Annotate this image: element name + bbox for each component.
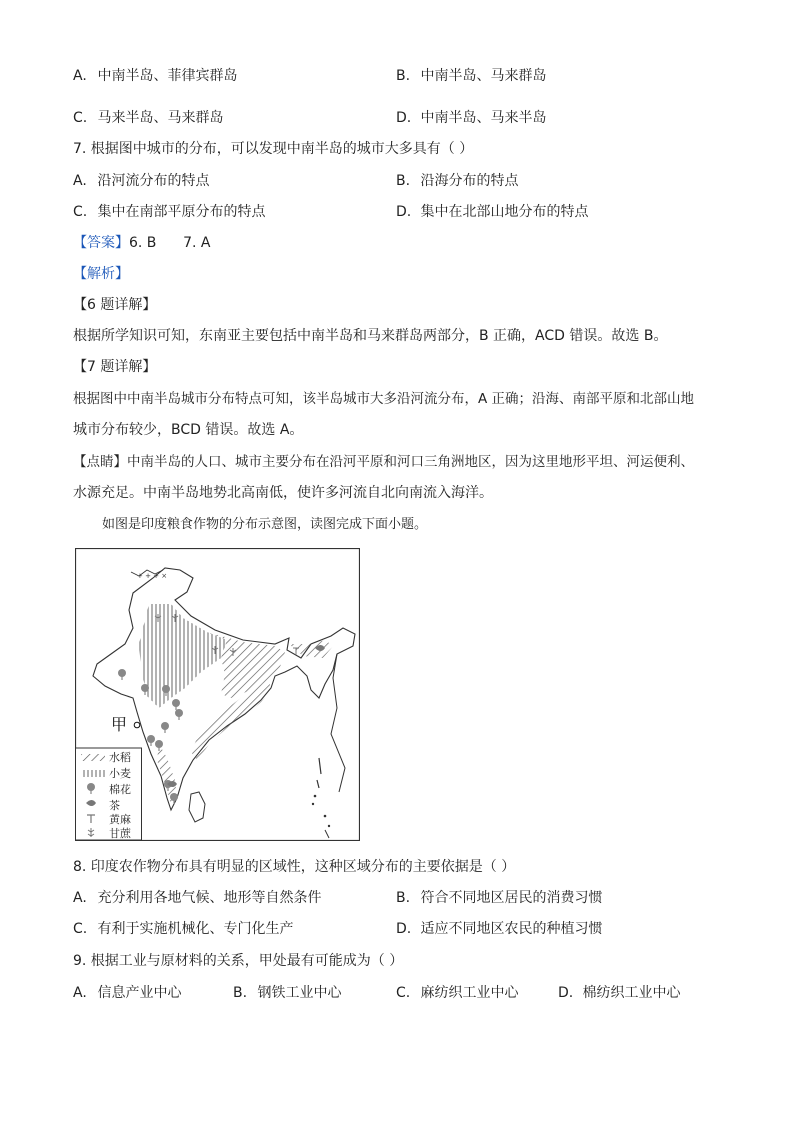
answer-text: 6. B 7. A (129, 235, 211, 251)
option-letter: C. (73, 921, 88, 937)
detail6-text: 根据所学知识可知，东南亚主要包括中南半岛和马来群岛两部分，B 正确，ACD 错误。故选 B。 (73, 328, 668, 344)
india-crop-map (75, 548, 360, 841)
q9-option-a (73, 983, 181, 1003)
option-text: 适应不同地区农民的种植习惯 (420, 921, 603, 937)
rice-hatch-icon (81, 754, 105, 761)
detail7-line2: 城市分布较少，BCD 错误。故选 A。 (73, 422, 304, 438)
legend-label-sugarcane: 甘蔗 (109, 827, 131, 840)
intro-text: 如图是印度粮食作物的分布示意图，读图完成下面小题。 (102, 517, 428, 532)
detail6-label: 【6 题详解】 (73, 297, 157, 313)
q6-option-c (73, 108, 223, 128)
note-line1 (73, 452, 694, 472)
answer-label: 【答案】 (73, 235, 129, 251)
q9-stem: 9. 根据工业与原材料的关系，甲处最有可能成为（ ） (73, 953, 404, 969)
option-text: 钢铁工业中心 (257, 985, 342, 1001)
q8-option-c (73, 919, 293, 939)
q8-option-a (73, 888, 321, 908)
option-letter: A. (73, 890, 87, 906)
q6-option-b (396, 66, 546, 86)
option-text: 中南半岛、马来群岛 (420, 68, 547, 84)
q7-option-b (396, 171, 518, 191)
option-text: 马来半岛、马来群岛 (97, 110, 224, 126)
legend-label-cotton: 棉花 (109, 783, 131, 796)
option-letter: C. (73, 110, 88, 126)
analysis-label: 【解析】 (73, 266, 129, 282)
wheat-hatch-icon (81, 770, 105, 777)
option-letter: A. (73, 68, 87, 84)
note-text-1: 中南半岛的人口、城市主要分布在沿河平原和河口三角洲地区，因为这里地形平坦、河运便利、 (127, 454, 694, 470)
option-text: 沿河流分布的特点 (97, 173, 210, 189)
option-text: 有利于实施机械化、专门化生产 (97, 921, 294, 937)
option-text: 中南半岛、马来半岛 (420, 110, 547, 126)
q8-option-d (396, 919, 602, 939)
option-text: 集中在南部平原分布的特点 (97, 204, 266, 220)
q9-option-b (233, 983, 341, 1003)
legend-label-rice: 水稻 (109, 751, 131, 764)
answer-line (73, 233, 211, 253)
option-text: 中南半岛、菲律宾群岛 (97, 68, 238, 84)
detail7-line1: 根据图中中南半岛城市分布特点可知，该半岛城市大多沿河流分布，A 正确；沿海、南部平原和北部山地 (73, 391, 695, 407)
detail7-label: 【7 题详解】 (73, 359, 157, 375)
option-letter: D. (396, 921, 412, 937)
q6-option-a (73, 66, 237, 86)
map-legend (76, 748, 142, 840)
option-text: 集中在北部山地分布的特点 (420, 204, 589, 220)
option-text: 充分利用各地气候、地形等自然条件 (97, 890, 322, 906)
q8-option-b (396, 888, 602, 908)
q9-option-d (558, 983, 680, 1003)
svg-text:+ + + ×: + + + × (137, 572, 168, 580)
note-label: 【点睛】 (73, 454, 127, 470)
option-letter: B. (396, 890, 411, 906)
q7-option-d (396, 202, 588, 222)
option-letter: B. (396, 173, 411, 189)
option-letter: A. (73, 173, 87, 189)
option-letter: A. (73, 985, 87, 1001)
marker-jia: 甲 (111, 715, 128, 734)
legend-label-jute: 黄麻 (109, 813, 131, 826)
option-letter: D. (558, 985, 574, 1001)
option-text: 信息产业中心 (97, 985, 182, 1001)
q8-stem: 8. 印度农作物分布具有明显的区域性，这种区域分布的主要依据是（ ） (73, 859, 516, 875)
option-text: 棉纺织工业中心 (582, 985, 681, 1001)
q9-option-c (396, 983, 518, 1003)
option-letter: B. (396, 68, 411, 84)
legend-label-wheat: 小麦 (109, 767, 131, 780)
q7-option-c (73, 202, 265, 222)
option-text: 符合不同地区居民的消费习惯 (420, 890, 603, 906)
legend-label-tea: 茶 (109, 799, 120, 812)
option-text: 麻纺织工业中心 (420, 985, 519, 1001)
note-line2: 水源充足。中南半岛地势北高南低，使许多河流自北向南流入海洋。 (73, 485, 493, 501)
option-letter: C. (396, 985, 411, 1001)
q6-option-d (396, 108, 546, 128)
option-text: 沿海分布的特点 (420, 173, 519, 189)
q7-option-a (73, 171, 209, 191)
q7-stem: 7. 根据图中城市的分布，可以发现中南半岛的城市大多具有（ ） (73, 141, 474, 157)
option-letter: D. (396, 110, 412, 126)
option-letter: D. (396, 204, 412, 220)
option-letter: C. (73, 204, 88, 220)
option-letter: B. (233, 985, 248, 1001)
